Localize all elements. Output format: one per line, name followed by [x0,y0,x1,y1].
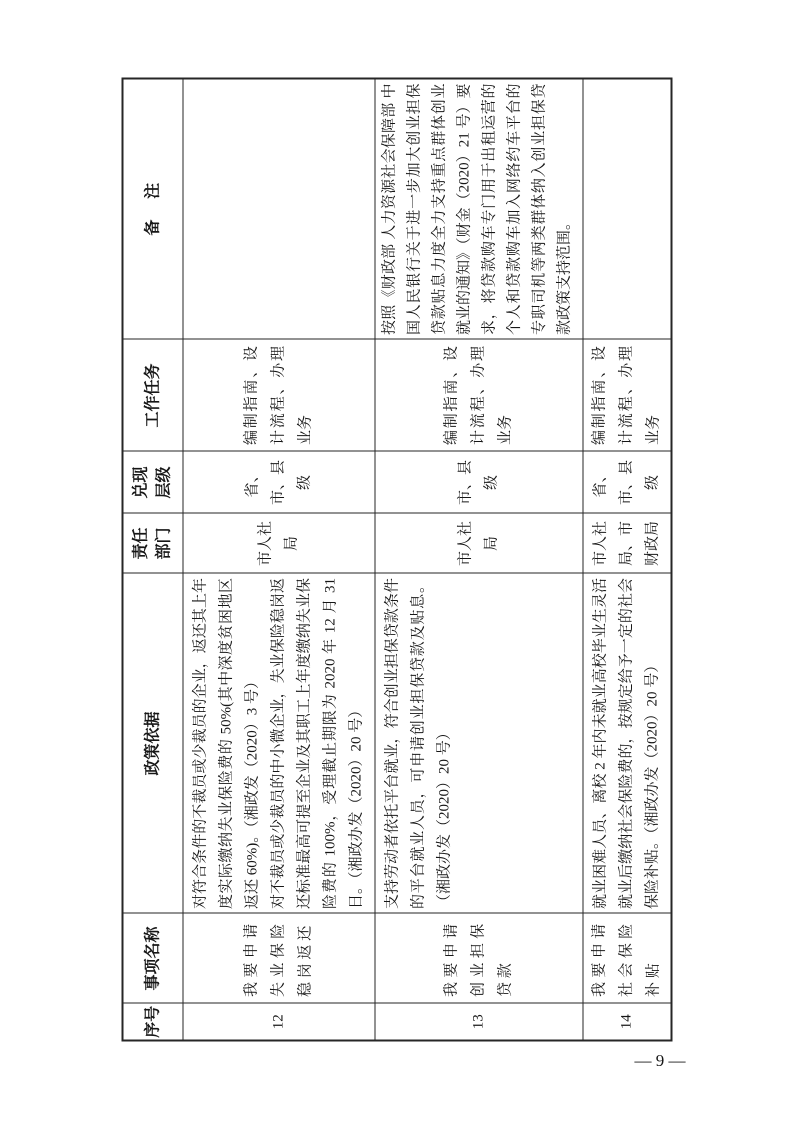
policy-paragraph-1: 支持劳动者依托平台就业，符合创业担保贷款条件的平台就业人员，可申请创业担保贷款及贴息。（湘政办发（2020）20 号） [384,578,452,909]
page-number: — 9 — [634,1051,686,1070]
cell-policy-basis [583,574,672,914]
cell-work-tasks: 编制指南、设计流程、办理业务 [583,340,672,452]
cell-item-name: 我要申请创业担保贷款 [375,914,583,1004]
policy-paragraph-1: 就业困难人员、离校 2 年内未就业高校毕业生灵活就业后缴纳社会保险费的，按规定给予一定的社会保险补贴。（湘政办发（2020）20 号） [592,578,660,909]
header-fulfillment-level: 兑现层级 [123,452,183,514]
cell-policy-basis [183,574,375,914]
cell-item-name: 我要申请失业保险稳岗返还 [183,914,375,1004]
cell-item-name: 我要申请社会保险补贴 [583,914,672,1004]
cell-serial: 14 [583,1004,672,1041]
header-item-name: 事项名称 [123,914,183,1004]
cell-work-tasks: 编制指南、设计流程、办理业务 [183,340,375,452]
cell-responsible-dept: 市人社局 [183,514,375,574]
table-row [183,79,375,1041]
cell-fulfillment-level: 省、市、县级 [583,452,672,514]
table-row [583,79,672,1041]
header-remarks-label: 备注 [144,162,162,236]
cell-fulfillment-level: 市、县级 [375,452,583,514]
cell-work-tasks: 编制指南、设计流程、办理业务 [375,340,583,452]
header-work-tasks: 工作任务 [123,340,183,452]
policy-items-table [122,78,673,1042]
cell-remarks [183,79,375,340]
cell-remarks: 按照《财政部 人力资源社会保障部 中国人民银行关于进一步加大创业担保贷款贴息力度全力支持重点群体创业就业的通知》（财金（2020）21 号）要求，将贷款购车专门用于出租运营的个人和贷款购车加入网络约车平台的专职司机等两类群体纳入创业担保贷款政策支持范围。 [375,79,583,340]
cell-remarks [583,79,672,340]
cell-responsible-dept: 市人社局 [375,514,583,574]
cell-serial: 13 [375,1004,583,1041]
header-serial: 序号 [123,1004,183,1041]
table-header-row [123,79,183,1041]
policy-paragraph-1: 对符合条件的不裁员或少裁员的企业，返还其上年度实际缴纳失业保险费的 50%(其中深度贫困地区返还 60%)。（湘政发（2020）3 号） [192,578,260,909]
policy-paragraph-2: 对不裁员或少裁员的中小微企业，失业保险稳岗返还标准最高可提至企业及其职工上年度缴纳失业保险费的 100%，受理截止期限为 2020 年 12 月 31 日。（湘政办发（2020）20 号） [270,578,364,909]
header-remarks [123,79,183,340]
table-row [375,79,583,1041]
rotated-table-container [122,80,671,1042]
header-policy-basis: 政策依据 [123,574,183,914]
cell-responsible-dept: 市人社局、市财政局 [583,514,672,574]
cell-fulfillment-level: 省、市、县级 [183,452,375,514]
header-responsible-dept: 责任部门 [123,514,183,574]
cell-serial: 12 [183,1004,375,1041]
cell-policy-basis [375,574,583,914]
